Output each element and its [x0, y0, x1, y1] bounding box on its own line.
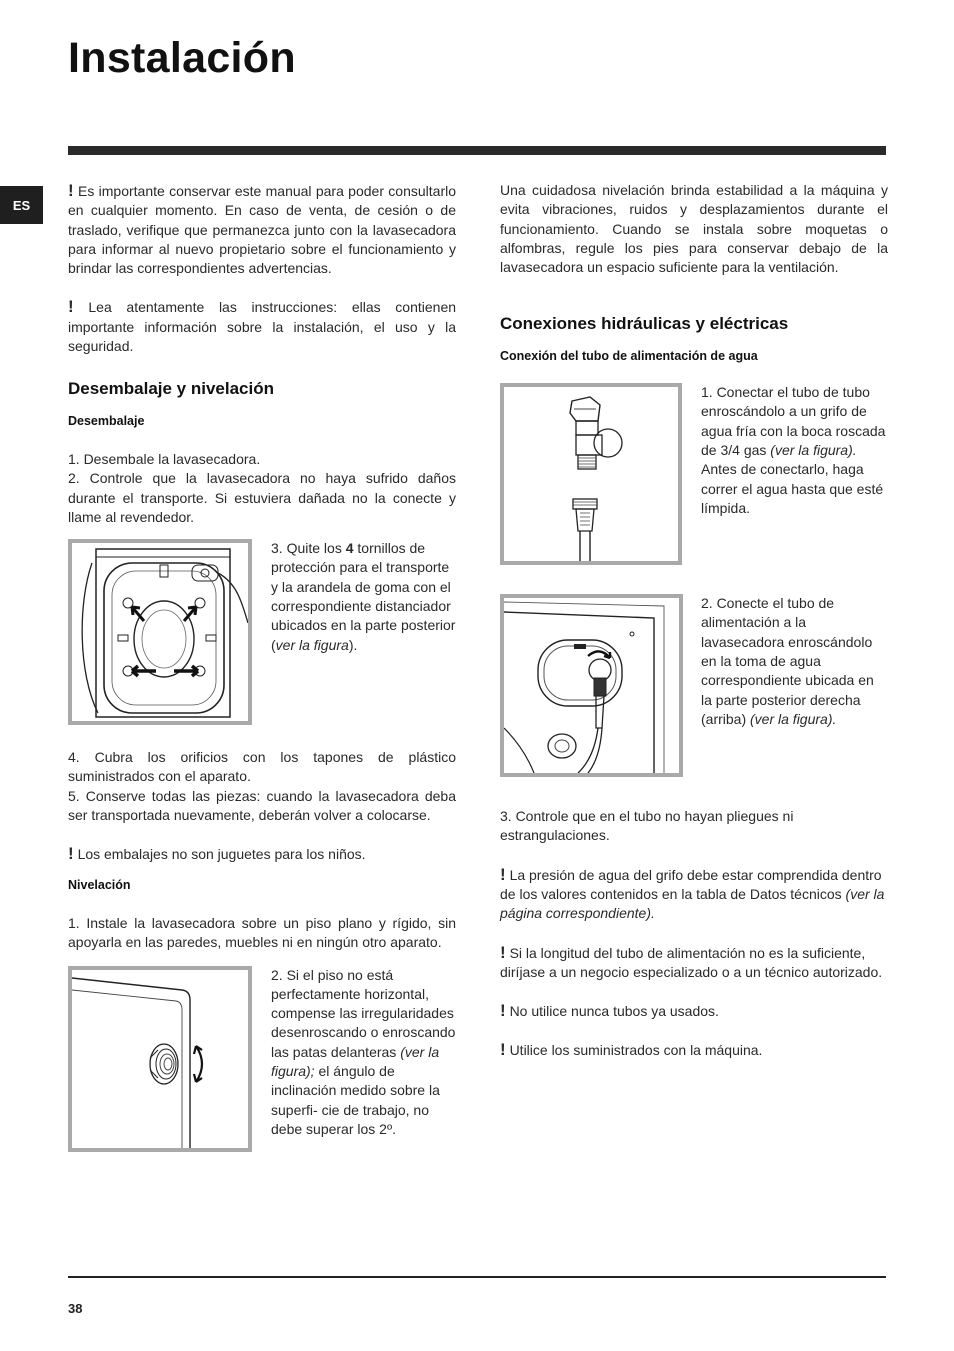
hose-step-2: 2. Conecte el tubo de alimentación a la lavasecadora enroscándolo en la toma de agua correspondiente ubicada en la parte posterior derecha (arriba) (ver la figura). — [701, 595, 874, 727]
section-title-unpacking: Desembalaje y nivelación — [68, 379, 274, 399]
warning-paragraph: ! Los embalajes no son juguetes para los niños. — [68, 844, 366, 864]
hose-step-3: 3. Controle que en el tubo no hayan pliegues ni estrangulaciones. — [500, 808, 794, 844]
warning-icon: ! — [500, 1040, 506, 1060]
warning-paragraph: ! Si la longitud del tubo de alimentación no es la suficiente, diríjase a un negocio especializado o a un técnico autorizado. — [500, 942, 883, 980]
warning-paragraph: ! Utilice los suministrados con la máquina. — [500, 1040, 763, 1060]
leveling-intro: Una cuidadosa nivelación brinda estabilidad a la máquina y evita vibraciones, ruidos y desplazamientos durante el funcionamiento. Cuando se instala sobre moquetas o alfombras, regule los pies para conservar debajo de la lavasecadora un espacio suficiente para la ventilación. — [500, 182, 888, 276]
unpack-step-5: 5. Conserve todas las piezas: cuando la lavasecadora deba ser transportada nuevamente, deberán volver a colocarse. — [68, 787, 456, 824]
language-tab: ES — [0, 186, 43, 224]
level-step-2: 2. Si el piso no está perfectamente horizontal, compense las irregularidades desenroscando o enroscando las patas delanteras (ver la figura); el ángulo de inclinación medido sobre la superfi- cie de trabajo, no debe superar los 2º. — [271, 966, 456, 1137]
unpack-step-4: 4. Cubra los orificios con los tapones de plástico suministrados con el aparato. — [68, 749, 456, 785]
figure-water-inlet — [500, 594, 683, 777]
bottom-rule — [68, 1276, 886, 1278]
figure-water-tap — [500, 383, 682, 565]
page-title: Instalación — [68, 34, 296, 82]
top-rule — [68, 146, 886, 155]
warning-paragraph: ! No utilice nunca tubos ya usados. — [500, 1001, 719, 1021]
right-column — [500, 181, 888, 1061]
page-number: 38 — [68, 1301, 83, 1316]
leveling-foot-illustration — [72, 970, 248, 1148]
warning-icon: ! — [500, 864, 506, 884]
tap-and-hose-illustration — [504, 387, 678, 561]
figure-row-screws — [68, 539, 456, 725]
warning-icon: ! — [68, 181, 74, 200]
subsection-title-hose: Conexión del tubo de alimentación de agua — [500, 348, 758, 363]
figure-leveling-foot — [68, 966, 252, 1152]
unpack-step-2: 2. Controle que la lavasecadora no haya sufrido daños durante el transporte. Si estuviera dañada no la conecte y llame al revendedor. — [68, 470, 456, 525]
unpack-step-3: 3. Quite los 4 tornillos de protección para el transporte y la arandela de goma con el correspondiente distanciador ubicados en la parte posterior (ver la figura). — [271, 540, 456, 653]
warning-icon: ! — [500, 942, 506, 962]
left-column — [68, 181, 456, 1152]
warning-paragraph: ! Es importante conservar este manual para poder consultarlo en cualquier momento. En caso de venta, de cesión o de traslado, verifique que permanezca junto con la lavasecadora para informar al nuevo propietario sobre el funcionamiento y brindar las correspondientes advertencias. — [68, 181, 456, 277]
unpack-step-1: 1. Desembale la lavasecadora. — [68, 450, 261, 467]
water-inlet-illustration — [504, 598, 679, 773]
subsection-title-leveling: Nivelación — [68, 877, 131, 892]
figure-row-tap — [500, 383, 888, 565]
washer-back-illustration — [72, 543, 248, 721]
subsection-title-unpacking: Desembalaje — [68, 413, 145, 428]
level-step-1: 1. Instale la lavasecadora sobre un piso plano y rígido, sin apoyarla en las paredes, muebles ni en ningún otro aparato. — [68, 914, 456, 951]
warning-paragraph: ! Lea atentamente las instrucciones: ellas contienen importante información sobre la instalación, el uso y la seguridad. — [68, 297, 457, 355]
warning-icon: ! — [68, 844, 74, 864]
warning-icon: ! — [500, 1001, 506, 1021]
hose-step-1: 1. Conectar el tubo de tubo enroscándolo a un grifo de agua fría con la boca roscada de 3/4 gas (ver la figura). Antes de conectarlo, haga correr el agua hasta que esté límpida. — [701, 384, 886, 516]
figure-row-inlet — [500, 594, 888, 777]
section-title-connections: Conexiones hidráulicas y eléctricas — [500, 314, 789, 334]
warning-icon: ! — [68, 297, 74, 317]
figure-transport-screws — [68, 539, 252, 725]
warning-paragraph: ! La presión de agua del grifo debe estar comprendida dentro de los valores contenidos en la tabla de Datos técnicos (ver la página correspondiente). — [500, 864, 885, 922]
figure-row-leveling — [68, 966, 456, 1152]
